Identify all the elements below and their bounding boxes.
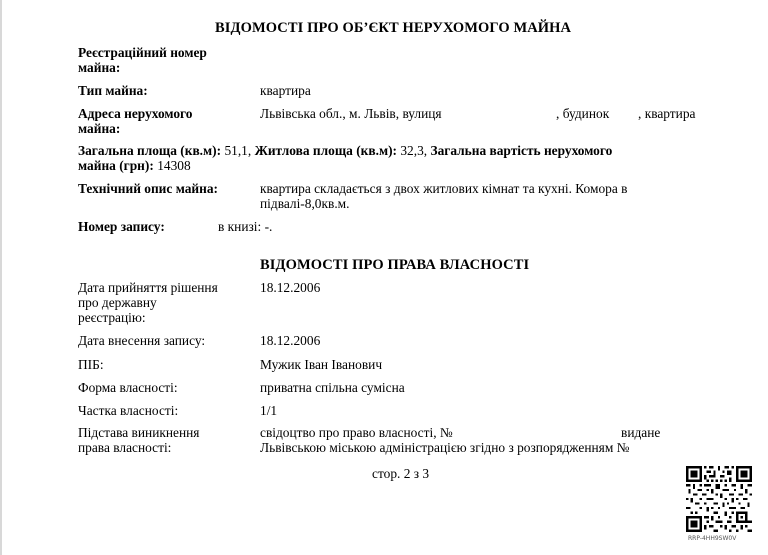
record-number-label: Номер запису: [78,219,165,234]
reg-number-label-line-2: майна: [78,60,121,75]
address-label [78,106,192,136]
section-object-title: ВІДОМОСТІ ПРО ОБ’ЄКТ НЕРУХОМОГО МАЙНА [215,20,572,36]
total-cost-value: 14308 [157,158,191,173]
share-value: 1/1 [260,403,278,418]
qr-code-caption: RRP-4HH9SW0V [688,535,737,542]
page-left-edge [0,0,2,555]
tech-desc-line-2: підвалі-8,0кв.м. [260,196,350,211]
basis-line-1a: свідоцтво про право власності, № [260,425,453,440]
address-apartment: , квартира [638,106,696,121]
type-label: Тип майна: [78,83,148,98]
decision-date-label-line-2: про державну [78,295,157,310]
area-cost-line-2 [78,158,612,173]
address-house: , будинок [556,106,610,121]
total-area-value: 51,1, [224,143,252,158]
entry-date-label: Дата внесення запису: [78,333,206,348]
decision-date-label-line-1: Дата прийняття рішення [78,280,218,295]
entry-date-value: 18.12.2006 [260,333,321,348]
basis-line-2: Львівською міською адміністрацією згідно з розпорядженням № [260,440,630,455]
living-area-label: Житлова площа (кв.м): [254,143,397,158]
address-label-line-1: Адреса нерухомого [78,106,193,121]
decision-date-label [78,280,218,325]
qr-code-icon [686,466,752,532]
reg-number-label-line-1: Реєстраційний номер [78,45,207,60]
ownership-form-value: приватна спільна сумісна [260,380,405,395]
ownership-form-label: Форма власності: [78,380,178,395]
owner-name-label: ПІБ: [78,357,104,372]
owner-name-value: Мужик Іван Іванович [260,357,383,372]
living-area-value: 32,3, [400,143,428,158]
area-cost-line-1 [78,143,612,158]
total-cost-label-1: Загальна вартість нерухомого [430,143,613,158]
address-city: Львівська обл., м. Львів, вулиця [260,106,442,121]
basis-label-line-1: Підстава виникнення [78,425,200,440]
basis-label [78,425,199,455]
address-label-line-2: майна: [78,121,121,136]
tech-desc-value [260,181,627,211]
record-number-value: в книзі: -. [218,219,273,234]
basis-line-1b: видане [621,425,661,440]
section-rights-title: ВІДОМОСТІ ПРО ПРАВА ВЛАСНОСТІ [260,257,530,273]
total-area-label: Загальна площа (кв.м): [78,143,222,158]
decision-date-value: 18.12.2006 [260,280,321,295]
share-label: Частка власності: [78,403,179,418]
type-value: квартира [260,83,311,98]
total-cost-label-2: майна (грн): [78,158,154,173]
area-cost-block [78,143,612,173]
tech-desc-label: Технічний опис майна: [78,181,218,196]
page-number: стор. 2 з 3 [372,466,430,481]
basis-label-line-2: права власності: [78,440,172,455]
reg-number-label [78,45,207,75]
decision-date-label-line-3: реєстрацію: [78,310,146,325]
tech-desc-line-1: квартира складається з двох житлових кімнат та кухні. Комора в [260,181,628,196]
